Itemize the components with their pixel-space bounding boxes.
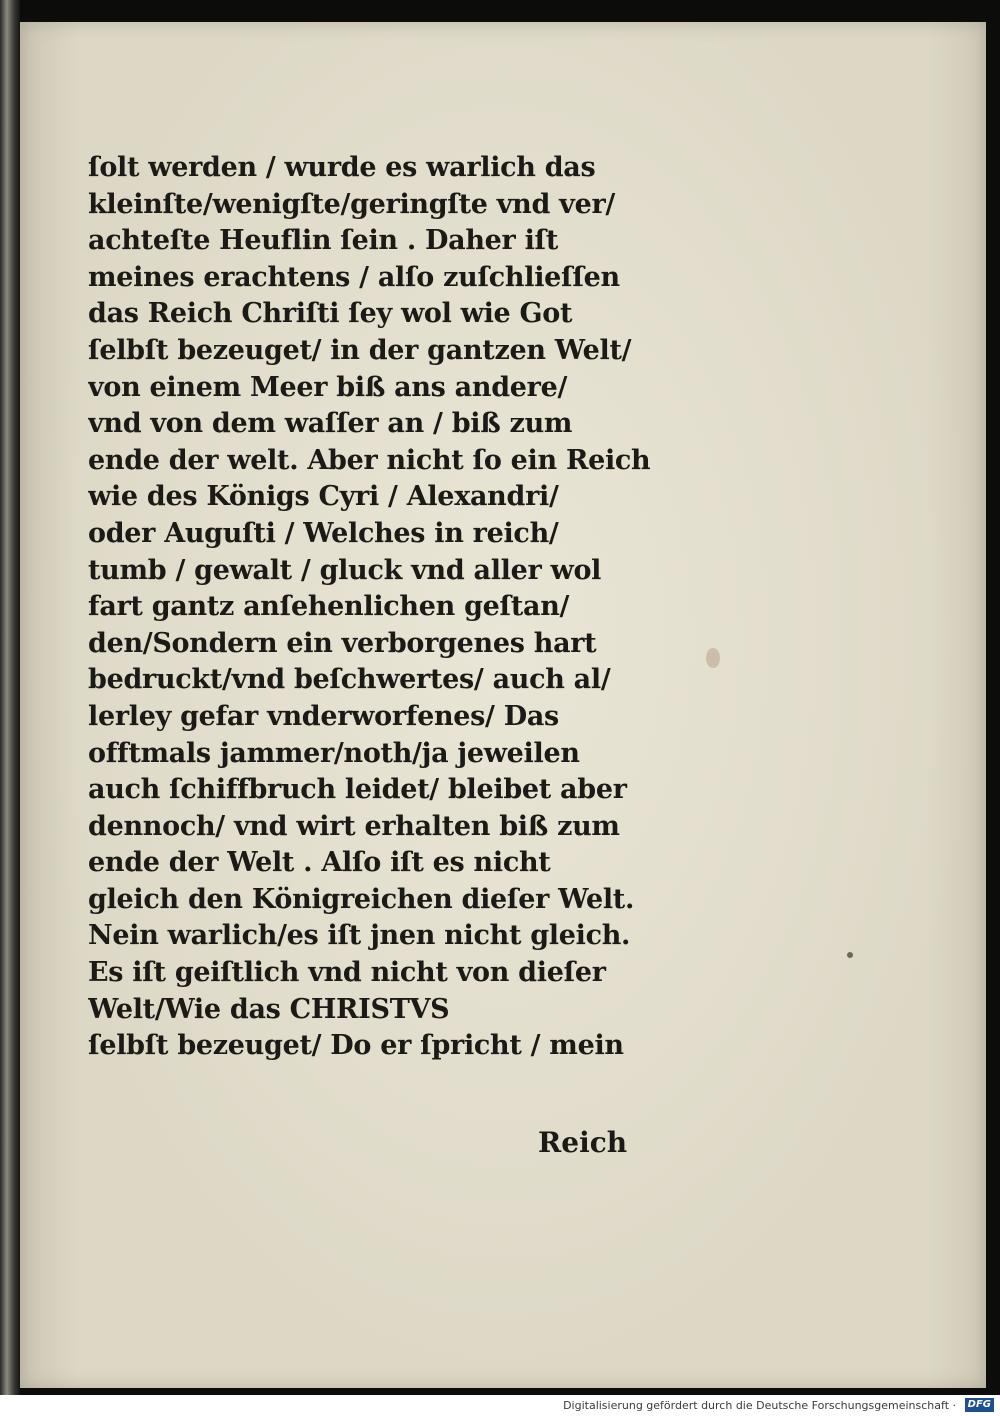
text-line: Welt/Wie das CHRISTVS bbox=[88, 993, 450, 1025]
text-line: ſolt werden / wurde es warlich das bbox=[88, 152, 596, 183]
text-line: gleich den Königreichen dieſer Welt. bbox=[88, 883, 635, 915]
body-text bbox=[88, 150, 658, 1065]
paper-speck bbox=[847, 952, 853, 958]
text-line: wie des Königs Cyri / Alexandri/ bbox=[88, 481, 559, 513]
book-edge bbox=[0, 0, 20, 1395]
text-line: ende der Welt . Alſo iſt es nicht bbox=[88, 847, 551, 879]
text-line: ſelbſt bezeuget/ in der gantzen Welt/ bbox=[88, 334, 632, 366]
text-line: ſelbſt bezeuget/ Do er ſpricht / mein bbox=[88, 1030, 624, 1062]
text-line: kleinſte/wenigſte/geringſte vnd ver/ bbox=[88, 188, 615, 220]
text-line: auch ſchiffbruch leidet/ bleibet aber bbox=[88, 774, 627, 806]
text-line: lerley gefar vnderworfenes/ Das bbox=[88, 700, 559, 732]
text-line: Nein warlich/es iſt jnen nicht gleich. bbox=[88, 920, 631, 952]
text-line: bedruckt/vnd beſchwertes/ auch al/ bbox=[88, 664, 611, 696]
text-line: achteſte Heuflin ſein . Daher iſt bbox=[88, 225, 559, 257]
paper-stain bbox=[706, 648, 720, 668]
text-line: oder Auguſti / Welches in reich/ bbox=[88, 517, 559, 549]
text-line: fart gantz anſehenlichen geſtan/ bbox=[88, 591, 570, 623]
funding-credit: Digitalisierung gefördert durch die Deutsche Forschungsgemeinschaft · bbox=[563, 1399, 956, 1412]
text-line: ende der welt. Aber nicht ſo ein Reich bbox=[88, 444, 651, 476]
text-line: das Reich Chriſti ſey wol wie Got bbox=[88, 298, 573, 330]
catchword: Reich bbox=[538, 1126, 628, 1159]
text-line: den/Sondern ein verborgenes hart bbox=[88, 627, 597, 659]
text-line: dennoch/ vnd wirt erhalten biß zum bbox=[88, 810, 620, 842]
text-line: Es iſt geiſtlich vnd nicht von dieſer bbox=[88, 957, 606, 989]
text-line: vnd von dem waſſer an / biß zum bbox=[88, 408, 573, 440]
text-line: offtmals jammer/noth/ja jeweilen bbox=[88, 737, 580, 769]
text-line: von einem Meer biß ans andere/ bbox=[88, 371, 568, 403]
text-line: tumb / gewalt / gluck vnd aller wol bbox=[88, 554, 602, 586]
text-line: meines erachtens / alſo zuſchlieſſen bbox=[88, 261, 620, 293]
dfg-logo-icon: DFG bbox=[965, 1398, 994, 1412]
